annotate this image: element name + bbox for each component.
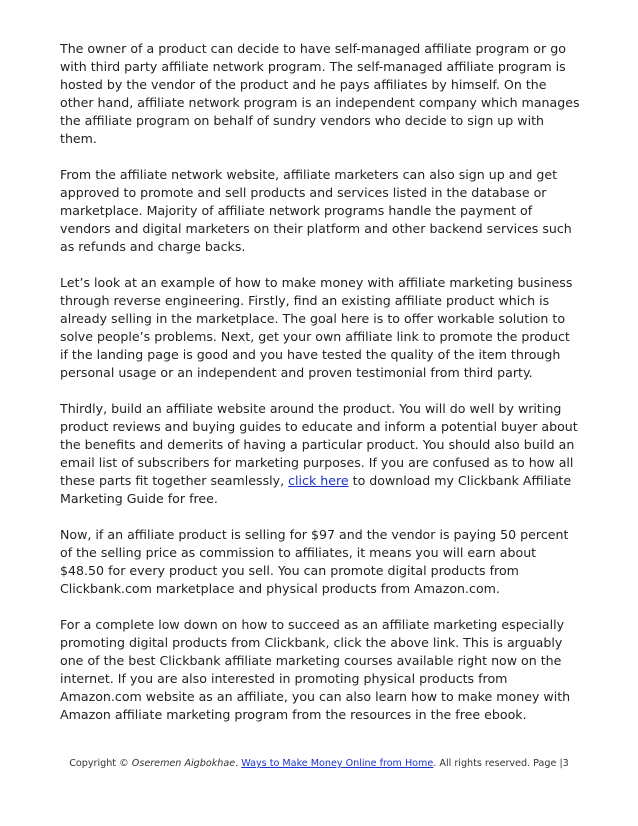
document-body [60,40,580,742]
footer-copyright-prefix: Copyright © [69,758,132,769]
paragraph-reverse-engineering: Let’s look at an example of how to make money with affiliate marketing business through reverse engineering. Firstly, find an existing affiliate product which is already selling in the marketplace. The goal here is to offer workable solution to solve people’s problems. Next, get your own affiliate link to promote the product if the landing page is good and you have tested the quality of the item through personal usage or an independent and proven testimonial from third party. [60,275,573,380]
paragraph-text-after-link: to download my Clickbank Affiliate Marketing Guide for free. [60,473,572,506]
page-footer [0,757,638,771]
paragraph-text-before-link: Thirdly, build an affiliate website around the product. You will do well by writing product reviews and buying guides to educate and inform a potential buyer about the benefits and demerits of having a particular product. You should also build an email list of subscribers for marketing purposes. If you are confused as to how all these parts fit together seamlessly, [60,401,578,488]
footer-author: Oseremen Aigbokhae [131,758,236,769]
footer-site-link[interactable]: Ways to Make Money Online from Home [241,758,434,769]
paragraph-self-managed-vs-network: The owner of a product can decide to have self-managed affiliate program or go with third party affiliate network program. The self-managed affiliate program is hosted by the vendor of the product and he pays affiliates by himself. On the other hand, affiliate network program is an independent company which manages the affiliate program on behalf of sundry vendors who decide to sign up with them. [60,41,580,146]
paragraph-build-affiliate-website [60,400,580,508]
paragraph-complete-low-down: For a complete low down on how to succeed as an affiliate marketing especially promoting digital products from Clickbank, click the above link. This is arguably one of the best Clickbank affiliate marketing courses available right now on the internet. If you are also interested in promoting physical products from Amazon.com website as an affiliate, you can also learn how to make money with Amazon affiliate marketing program from the resources in the free ebook. [60,617,571,722]
footer-separator: . [235,758,242,769]
footer-rights-page-number: . All rights reserved. Page |3 [433,758,569,769]
paragraph-commission-example: Now, if an affiliate product is selling for $97 and the vendor is paying 50 percent of the selling price as commission to affiliates, it means you will earn about $48.50 for every product you sell. You can promote digital products from Clickbank.com marketplace and physical products from Amazon.com. [60,527,569,596]
click-here-link[interactable]: click here [288,473,349,488]
paragraph-affiliate-network-website: From the affiliate network website, affiliate marketers can also sign up and get approved to promote and sell products and services listed in the database or marketplace. Majority of affiliate network programs handle the payment of vendors and digital marketers on their platform and other backend services such as refunds and charge backs. [60,167,572,254]
